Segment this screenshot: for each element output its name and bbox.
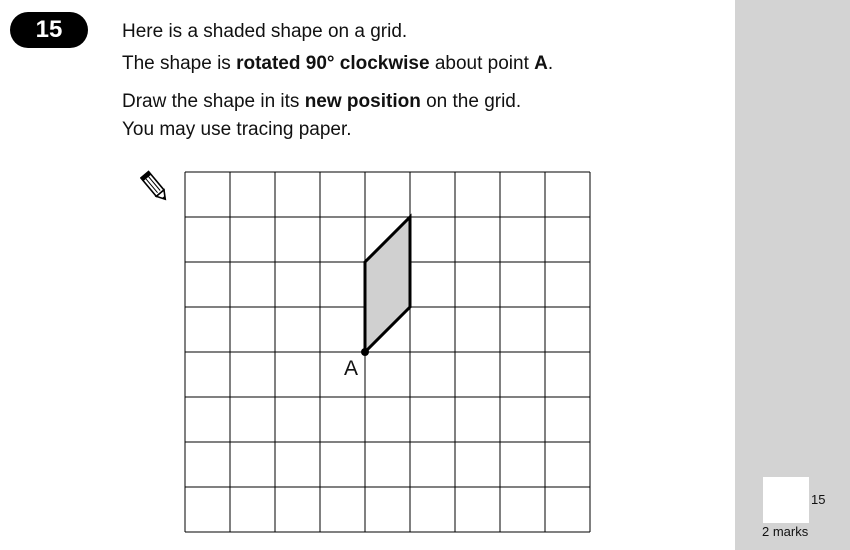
point-a-label: A — [344, 357, 359, 380]
line2-bold-rotation: rotated 90° clockwise — [236, 53, 430, 74]
line2-mid: about point — [429, 53, 535, 74]
line2-bold-point: A — [534, 53, 548, 74]
line3-bold: new position — [304, 91, 421, 112]
marks-box — [763, 477, 809, 523]
question-number: 15 — [35, 16, 63, 43]
line2-post: . — [547, 53, 554, 74]
instruction-line-3 — [122, 91, 521, 113]
shaded-parallelogram — [365, 217, 410, 352]
instruction-line-4: You may use tracing paper. — [122, 119, 352, 140]
margin-question-number: 15 — [811, 492, 826, 507]
line3-post: on the grid. — [420, 91, 522, 112]
margin-panel — [735, 0, 850, 550]
pencil-icon — [140, 168, 170, 206]
point-a-marker — [361, 348, 369, 356]
instruction-line-2 — [122, 53, 553, 75]
marks-label: 2 marks — [762, 524, 809, 539]
line3-pre: Draw the shape in its — [122, 91, 305, 112]
question-number-badge — [10, 12, 88, 48]
line2-pre: The shape is — [122, 53, 237, 74]
instruction-line-1: Here is a shaded shape on a grid. — [122, 21, 408, 42]
answer-grid[interactable] — [183, 170, 593, 536]
